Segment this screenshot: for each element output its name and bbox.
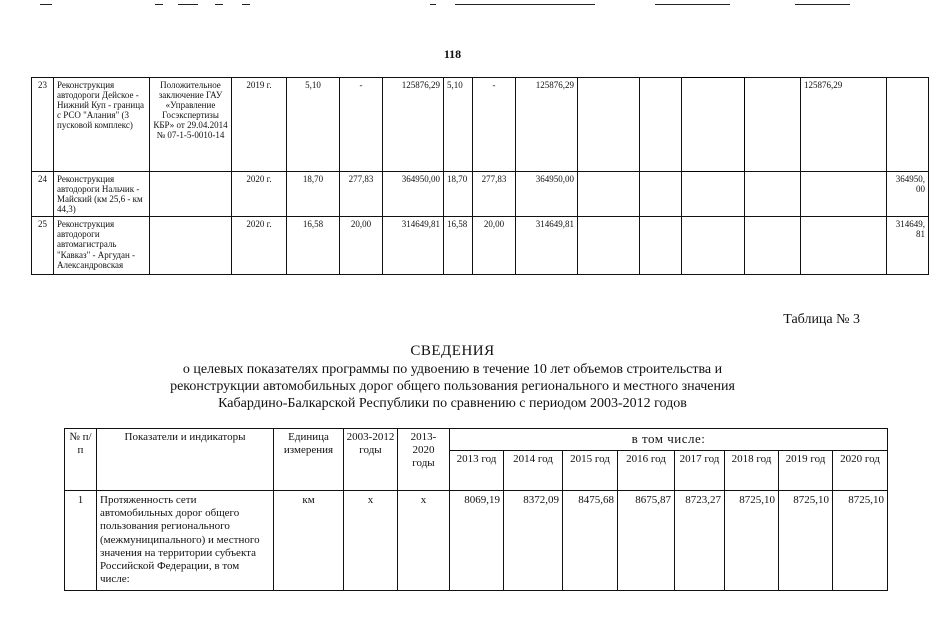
value-cell: 125876,29	[383, 78, 444, 172]
project-name: Реконструкция автодороги Дейское - Нижний Куп - граница с РСО "Алания" (3 пусковой комплекс)	[54, 78, 150, 172]
indicator-name: Протяженность сети автомобильных дорог общего пользования регионального (межмуниципального) и местного значения на территории субъекта Российской Федерации, в том числе:	[97, 491, 274, 591]
year-value: 8069,19	[450, 491, 504, 591]
value-cell	[640, 217, 682, 275]
value-cell	[682, 78, 745, 172]
year-value: 8725,10	[725, 491, 779, 591]
table-row	[32, 217, 929, 275]
value-cell	[745, 172, 801, 217]
col-header-including: в том числе:	[450, 429, 888, 451]
year-cell: 2020 г.	[232, 217, 287, 275]
project-name: Реконструкция автодороги автомагистраль "Кавказ" - Аргудан - Александровская	[54, 217, 150, 275]
value-cell: 16,58	[287, 217, 340, 275]
title-line: о целевых показателях программы по удвоению в течение 10 лет объемов строительства и	[182, 362, 723, 377]
value-cell: 277,83	[340, 172, 383, 217]
value-cell: 125876,29	[516, 78, 578, 172]
value-cell	[578, 217, 640, 275]
header-row	[65, 429, 888, 451]
expertise-document: Положительное заключение ГАУ «Управление Госэкспертизы КБР» от 29.04.2014 № 07-1-5-0010-14	[150, 78, 232, 172]
year-cell: 2019 г.	[232, 78, 287, 172]
projects-table	[31, 77, 929, 275]
value-cell	[887, 78, 929, 172]
title-line: реконструкции автомобильных дорог общего пользования регионального и местного значения	[170, 379, 735, 394]
expertise-document	[150, 217, 232, 275]
year-value: 8475,68	[563, 491, 618, 591]
value-cell: 18,70	[287, 172, 340, 217]
scan-artifact	[215, 4, 223, 5]
col-header-year: 2014 год	[504, 451, 563, 491]
scan-artifact	[795, 4, 850, 5]
col-header-year: 2017 год	[675, 451, 725, 491]
scan-artifact	[40, 4, 52, 5]
year-value: 8372,09	[504, 491, 563, 591]
value-cell: 314649,81	[516, 217, 578, 275]
col-header-num: № п/п	[65, 429, 97, 491]
value-cell	[578, 78, 640, 172]
col-header-year: 2020 год	[833, 451, 888, 491]
year-value: 8725,10	[779, 491, 833, 591]
row-number: 24	[32, 172, 54, 217]
col-header-year: 2019 год	[779, 451, 833, 491]
value-cell: -	[340, 78, 383, 172]
expertise-document	[150, 172, 232, 217]
indicators-table	[64, 428, 888, 591]
table-row	[32, 172, 929, 217]
col-header-period-2: 2013-2020 годы	[398, 429, 450, 491]
col-header-year: 2018 год	[725, 451, 779, 491]
value-cell	[682, 172, 745, 217]
row-number: 23	[32, 78, 54, 172]
value-cell: 364950,00	[383, 172, 444, 217]
year-value: 8725,10	[833, 491, 888, 591]
year-cell: 2020 г.	[232, 172, 287, 217]
scan-artifact	[155, 4, 163, 5]
project-name: Реконструкция автодороги Нальчик - Майский (км 25,6 - км 44,3)	[54, 172, 150, 217]
period-value: х	[344, 491, 398, 591]
scan-artifact	[242, 4, 250, 5]
scan-artifact	[455, 4, 595, 5]
value-cell: 125876,29	[801, 78, 887, 172]
row-number: 1	[65, 491, 97, 591]
value-cell: 5,10	[444, 78, 473, 172]
value-cell	[745, 217, 801, 275]
value-cell: 20,00	[340, 217, 383, 275]
value-cell: 314649, 81	[887, 217, 929, 275]
value-cell	[640, 172, 682, 217]
year-value: 8723,27	[675, 491, 725, 591]
year-value: 8675,87	[618, 491, 675, 591]
table-label: Таблица № 3	[783, 312, 860, 327]
value-cell	[745, 78, 801, 172]
value-cell: 20,00	[473, 217, 516, 275]
value-cell	[578, 172, 640, 217]
scan-artifact	[430, 4, 436, 5]
table-row	[65, 491, 888, 591]
col-header-unit: Единица измерения	[274, 429, 344, 491]
value-cell: 5,10	[287, 78, 340, 172]
scan-artifact	[655, 4, 730, 5]
value-cell: 18,70	[444, 172, 473, 217]
col-header-year: 2016 год	[618, 451, 675, 491]
value-cell: 364950,00	[516, 172, 578, 217]
table-row	[32, 78, 929, 172]
value-cell	[682, 217, 745, 275]
value-cell	[801, 217, 887, 275]
scan-artifact	[178, 4, 198, 5]
value-cell: 314649,81	[383, 217, 444, 275]
col-header-year: 2015 год	[563, 451, 618, 491]
col-header-period-1: 2003-2012 годы	[344, 429, 398, 491]
value-cell: 277,83	[473, 172, 516, 217]
value-cell	[801, 172, 887, 217]
period-value: х	[398, 491, 450, 591]
value-cell	[640, 78, 682, 172]
page-number: 118	[443, 47, 462, 61]
value-cell: 16,58	[444, 217, 473, 275]
title-line: Кабардино-Балкарской Республики по сравнению с периодом 2003-2012 годов	[218, 396, 687, 411]
row-number: 25	[32, 217, 54, 275]
col-header-year: 2013 год	[450, 451, 504, 491]
page-title: СВЕДЕНИЯ	[410, 343, 495, 359]
value-cell: 364950, 00	[887, 172, 929, 217]
value-cell: -	[473, 78, 516, 172]
col-header-indicator: Показатели и индикаторы	[97, 429, 274, 491]
unit-cell: км	[274, 491, 344, 591]
